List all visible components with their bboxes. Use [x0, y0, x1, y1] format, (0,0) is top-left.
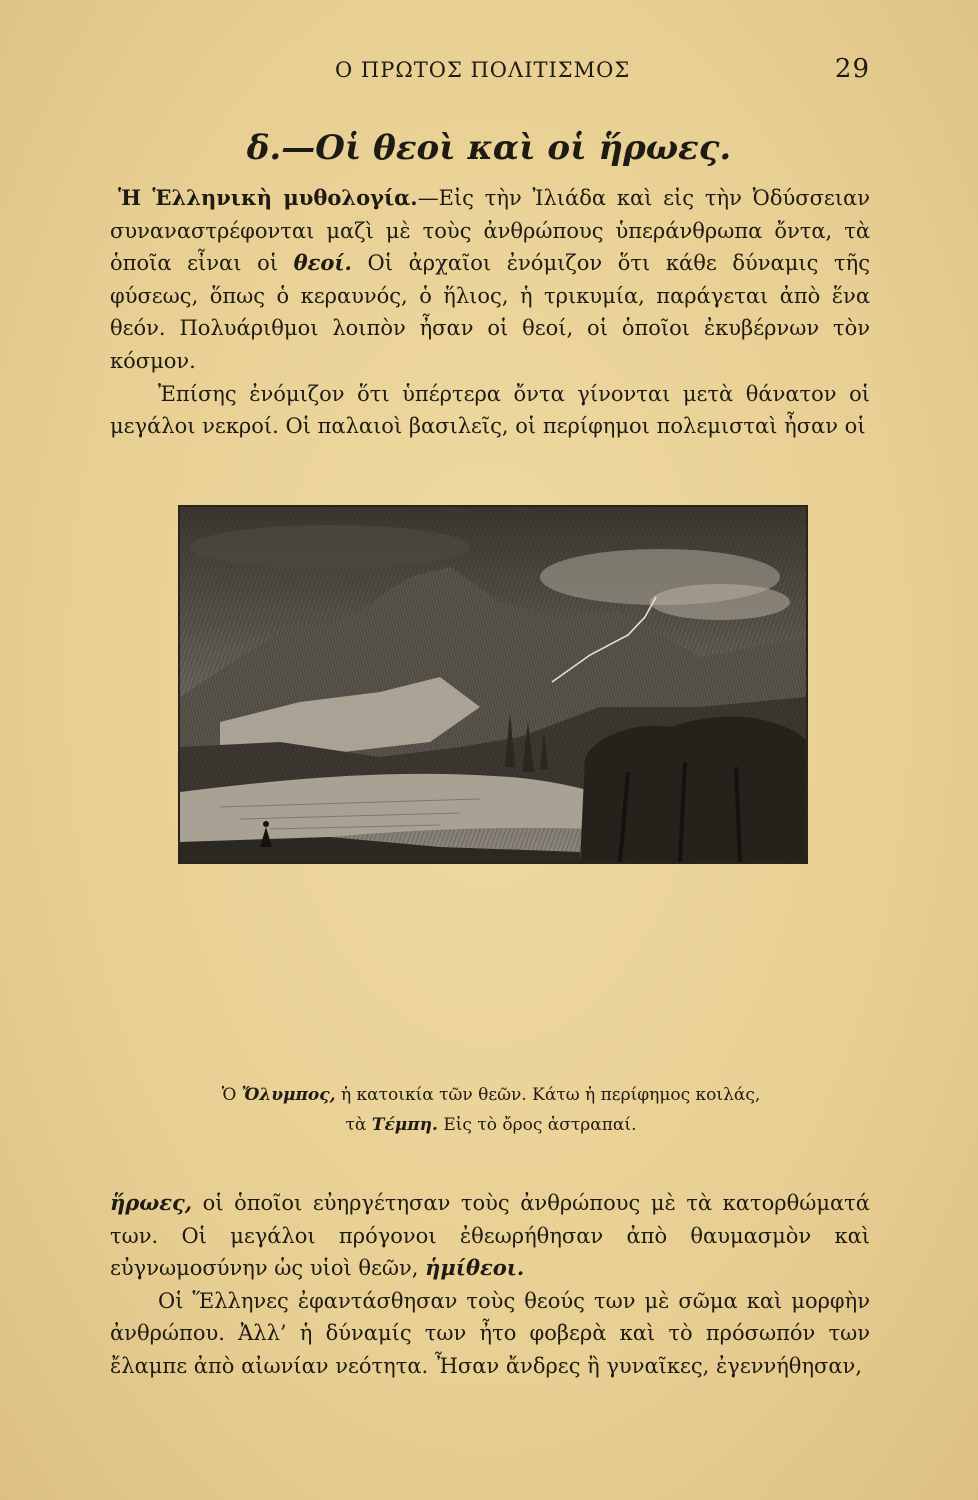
- paragraph-text: Ἐπίσης ἐνόμιζον ὅτι ὑπέρτερα ὄντα γίνονται μετὰ θάνατον οἱ μεγάλοι νεκροί. Οἱ παλαιοὶ βασιλεῖς, οἱ περίφημοι πολεμισταὶ ἦσαν οἱ: [110, 381, 870, 439]
- paragraph-lead: Ἡ Ἑλληνικὴ μυθολογία.: [118, 185, 418, 210]
- paragraph-2: [110, 378, 870, 443]
- emphasis-word: θεοί.: [293, 250, 352, 276]
- page-number: 29: [834, 54, 870, 84]
- paragraph-3: [110, 1187, 870, 1285]
- paragraph-1: [110, 182, 870, 378]
- engraving-illustration: [180, 507, 806, 862]
- paragraph-text: Οἱ Ἕλληνες ἐφαντάσθησαν τοὺς θεούς των μὲ σῶμα καὶ μορφὴν ἀνθρώπου. Ἀλλ’ ἡ δύναμίς των ἦτο φοβερὰ καὶ τὸ πρόσωπόν των ἔλαμπε ἀπὸ αἰωνίαν νεότητα. Ἦσαν ἄνδρες ἢ γυναῖκες, ἐγεννήθησαν,: [110, 1288, 870, 1378]
- section-heading: δ.—Οἱ θεοὶ καὶ οἱ ἥρωες.: [246, 128, 732, 168]
- caption-line-1: Ὁ Ὄλυμπος, ἡ κατοικία τῶν θεῶν. Κάτω ἡ περίφημος κοιλάς,: [221, 1085, 761, 1105]
- paragraph-text: οἱ ὁποῖοι εὐηργέτησαν τοὺς ἀνθρώπους μὲ τὰ κατορθώματά των. Οἱ μεγάλοι πρόγονοι ἐθεωρήθησαν ἀπὸ θαυμασμὸν καὶ εὐγνωμοσύνην ὡς υἱοὶ θεῶν,: [110, 1191, 870, 1281]
- paragraph-text: —Εἰς τὴν Ἰλιάδα καὶ εἰς τὴν Ὀδύσσειαν συναναστρέφονται μαζὶ μὲ τοὺς ἀνθρώπους ὑπεράνθρωπα ὄντα, τὰ ὁποῖα εἶναι οἱ: [110, 186, 870, 276]
- text-block-bottom: [110, 1187, 870, 1383]
- caption-emphasis: Τέμπη.: [371, 1115, 438, 1135]
- running-title: Ο ΠΡΩΤΟΣ ΠΟΛΙΤΙΣΜΟΣ: [335, 58, 631, 82]
- paragraph-4: [110, 1285, 870, 1383]
- caption-line-2: τὰ Τέμπη. Εἰς τὸ ὄρος ἀστραπαί.: [345, 1115, 637, 1135]
- caption-emphasis: Ὄλυμπος,: [241, 1085, 336, 1105]
- emphasis-word: ἥρωες,: [110, 1190, 193, 1215]
- figure-caption: [178, 1080, 804, 1140]
- olympus-engraving: [178, 505, 808, 864]
- emphasis-word: ἡμίθεοι.: [425, 1255, 525, 1281]
- text-block-top: [110, 182, 870, 443]
- paragraph-text: Οἱ ἀρχαῖοι ἐνόμιζον ὅτι κάθε δύναμις τῆς φύσεως, ὅπως ὁ κεραυνός, ὁ ἥλιος, ἡ τρικυμία, παράγεται ἀπὸ ἕνα θεόν. Πολυάριθμοι λοιπὸν ἦσαν οἱ θεοί, οἱ ὁποῖοι ἐκυβέρνων τὸν κόσμον.: [110, 251, 870, 373]
